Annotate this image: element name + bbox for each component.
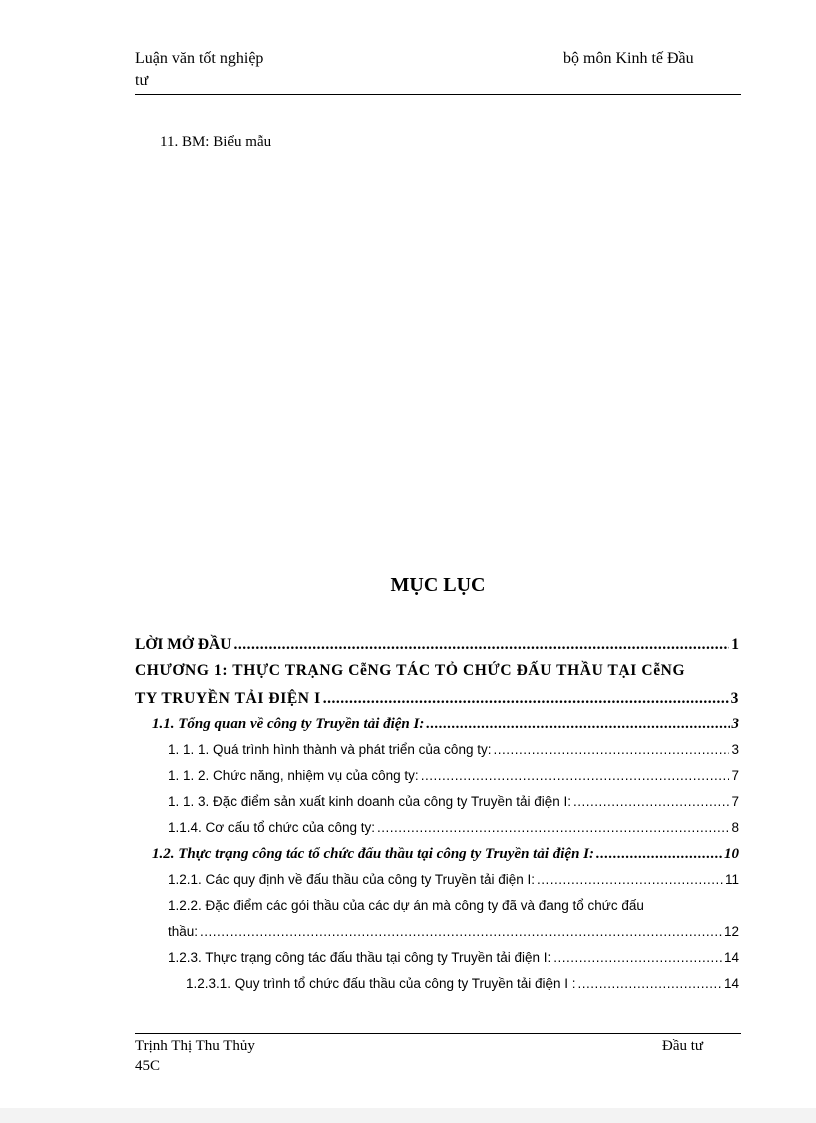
toc-entry-text: 1.2.1. Các quy định về đấu thầu của công ty Truyền tải điện I: [168, 872, 535, 887]
toc-entry[interactable] [135, 636, 739, 654]
toc-entry-text: 1.2. Thực trạng công tác tổ chức đấu thầu tại công ty Truyền tải điện I: [152, 846, 595, 862]
toc-leader [493, 742, 729, 757]
toc-leader [553, 950, 722, 965]
toc-entry-page: 3 [731, 742, 739, 757]
header-right: bộ môn Kinh tế Đầu [563, 50, 694, 67]
toc-entry[interactable] [168, 742, 739, 757]
toc-entry-page: 3 [730, 690, 739, 707]
toc-entry-text: 1.2.3.1. Quy trình tổ chức đấu thầu của công ty Truyền tải điện I : [186, 976, 576, 991]
toc-entry[interactable] [152, 716, 739, 733]
toc-entry[interactable] [168, 924, 739, 939]
toc-entry[interactable] [135, 690, 739, 708]
toc-entry-page: 1 [731, 636, 739, 653]
toc-entry[interactable] [168, 820, 739, 835]
toc-entry-page: 12 [723, 924, 739, 939]
toc-entry-page: 3 [731, 716, 739, 732]
toc-entry[interactable] [168, 872, 739, 887]
toc-entry[interactable] [168, 950, 739, 965]
toc-entry-text: TY TRUYỀN TẢI ĐIỆN I [135, 690, 321, 707]
toc-entry-page: 7 [731, 794, 739, 809]
toc-entry[interactable] [186, 976, 739, 991]
toc-entry-text: CHƯƠNG 1: THỰC TRẠNG CễNG TÁC TỎ CHỨC ĐẤU THẦU TẠI CễNG [135, 662, 686, 679]
toc-entry-text: thầu: [168, 924, 199, 939]
toc-leader [377, 820, 729, 835]
header-rule [135, 94, 741, 95]
toc-leader [233, 636, 729, 654]
toc-leader [573, 794, 729, 809]
toc-leader [596, 846, 722, 863]
toc-entry-page: 14 [723, 950, 739, 965]
toc-entry[interactable] [168, 898, 739, 913]
toc-entry[interactable] [152, 846, 739, 863]
toc-entry-text: 1.1.4. Cơ cấu tổ chức của công ty: [168, 820, 375, 835]
toc-leader [537, 872, 723, 887]
toc-leader [421, 768, 730, 783]
page-bottom-band [0, 1108, 816, 1123]
toc-entry-page: 14 [723, 976, 739, 991]
footer-rule [135, 1033, 741, 1034]
toc-entry-text: 1. 1. 3. Đặc điểm sản xuất kinh doanh của công ty Truyền tải điện I: [168, 794, 571, 809]
toc-title: MỤC LỤC [390, 574, 486, 596]
toc-entry-page: 7 [731, 768, 739, 783]
toc-leader [323, 690, 729, 708]
toc-entry[interactable] [168, 768, 739, 783]
abbreviation-note: 11. BM: Biểu mẫu [160, 134, 272, 150]
toc-entry-text: 1. 1. 1. Quá trình hình thành và phát triển của công ty: [168, 742, 492, 757]
header-left-line2: tư [135, 72, 149, 89]
footer-left-line2: 45C [135, 1058, 161, 1074]
toc-entry-text: 1.1. Tổng quan về công ty Truyền tải điện I: [152, 716, 425, 732]
toc-entry[interactable] [168, 794, 739, 809]
footer-right: Đầu tư [662, 1038, 704, 1054]
toc-leader [200, 924, 722, 939]
toc-entry-page: 11 [724, 872, 739, 887]
toc-entry-text: 1. 1. 2. Chức năng, nhiệm vụ của công ty: [168, 768, 419, 783]
toc-entry-page: 10 [724, 846, 739, 862]
toc-entry-page: 8 [731, 820, 739, 835]
toc-entry-text: 1.2.3. Thực trạng công tác đấu thầu tại công ty Truyền tải điện I: [168, 950, 552, 965]
toc-leader [426, 716, 729, 733]
toc-leader [578, 976, 722, 991]
toc-entry[interactable] [135, 662, 739, 680]
header-left-line1: Luận văn tốt nghiệp [135, 50, 264, 67]
toc-entry-text: LỜI MỞ ĐẦU [135, 636, 232, 653]
footer-left-line1: Trịnh Thị Thu Thủy [135, 1038, 255, 1054]
toc-entry-text: 1.2.2. Đặc điểm các gói thầu của các dự án mà công ty đã và đang tổ chức đấu [168, 898, 644, 913]
